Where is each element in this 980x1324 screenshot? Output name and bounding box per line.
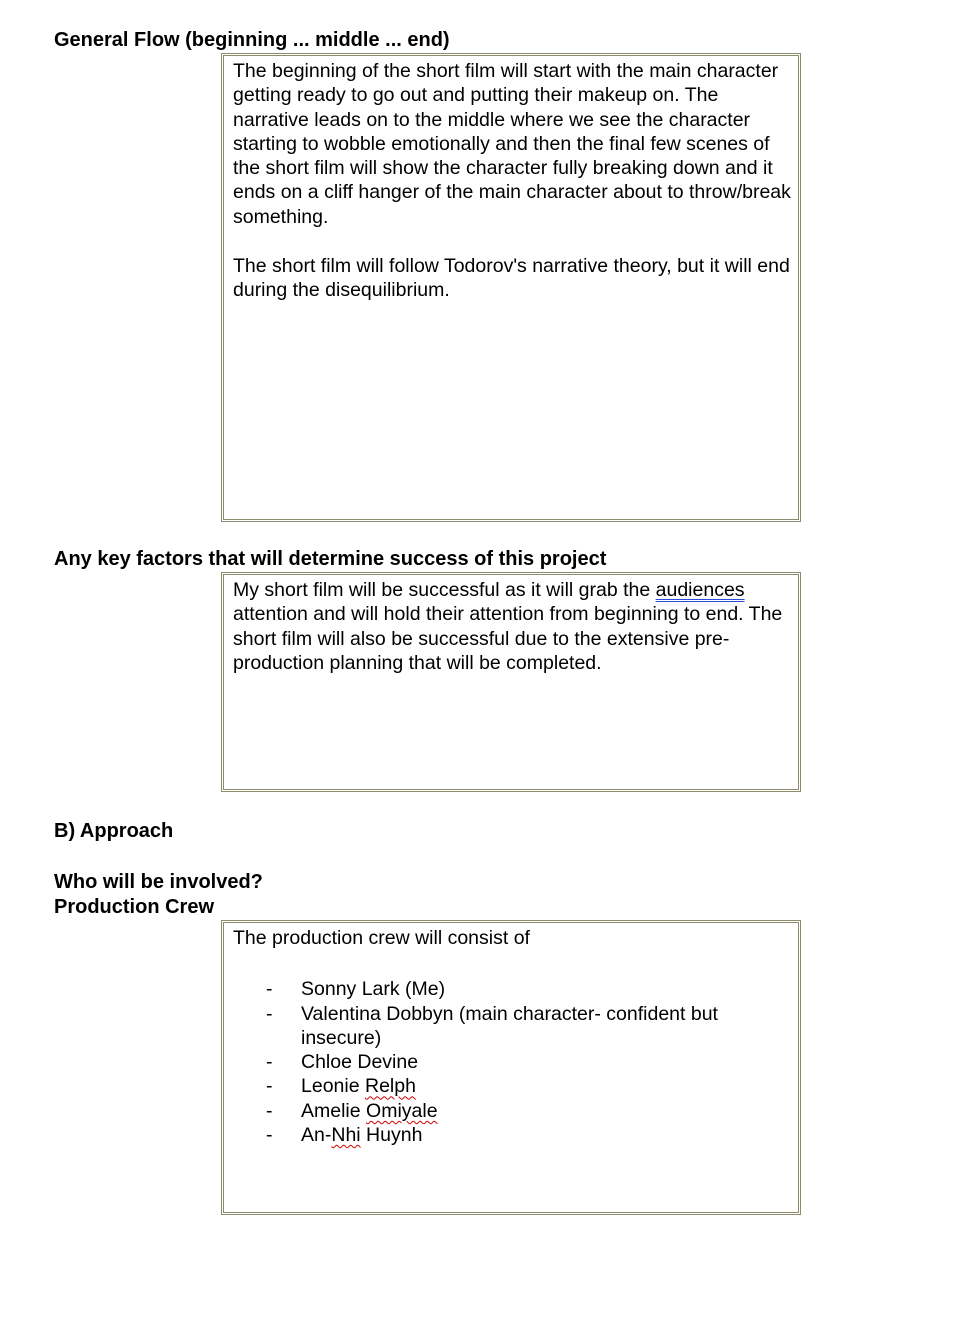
crew-name-part: Amelie: [301, 1099, 367, 1122]
spellcheck-flagged-word[interactable]: Nhi: [331, 1124, 361, 1147]
grammar-flagged-word[interactable]: audiences: [655, 579, 745, 601]
crew-list-item: [233, 1099, 794, 1123]
success-textbox[interactable]: [221, 572, 801, 792]
spellcheck-flagged-word[interactable]: Relph: [364, 1075, 416, 1098]
spellcheck-flagged-word[interactable]: Omiyale: [366, 1099, 438, 1122]
flow-heading: General Flow (beginning ... middle ... end): [54, 29, 450, 51]
crew-list: [233, 977, 794, 1147]
who-heading: Who will be involved?: [54, 871, 263, 893]
crew-list-item: [233, 1123, 794, 1147]
success-text-before: My short film will be successful as it will grab the: [233, 579, 656, 601]
success-paragraph: [233, 578, 794, 675]
flow-textbox[interactable]: [221, 53, 801, 522]
crew-name-part: Huynh: [360, 1124, 423, 1147]
crew-name-part: Leonie: [301, 1075, 365, 1098]
crew-name: Chloe Devine: [301, 1051, 419, 1074]
success-text-after: attention and will hold their attention from beginning to end. The short film will also be successful due to the extensive pre-production planning that will be completed.: [233, 603, 783, 674]
crew-intro: The production crew will consist of: [233, 927, 530, 949]
crew-name-part: An-: [301, 1124, 332, 1147]
crew-list-item: [233, 1074, 794, 1098]
crew-list-item: [233, 1050, 794, 1074]
approach-heading: B) Approach: [54, 820, 174, 842]
crew-name: Valentina Dobbyn (main character- confident but insecure): [301, 1002, 718, 1049]
success-heading: Any key factors that will determine success of this project: [54, 548, 607, 570]
crew-heading: Production Crew: [54, 896, 215, 918]
flow-paragraph-2: The short film will follow Todorov's narrative theory, but it will end during the disequilibrium.: [233, 255, 790, 302]
crew-textbox[interactable]: [221, 920, 801, 1215]
crew-list-item: [233, 977, 794, 1001]
crew-name: Sonny Lark (Me): [301, 978, 446, 1001]
flow-paragraph-1: The beginning of the short film will start with the main character getting ready to go out and putting their makeup on. The narrative leads on to the middle where we see the character starting to wobble emotionally and then the final few scenes of the short film will show the character fully breaking down and it ends on a cliff hanger of the main character about to throw/break something.: [233, 60, 791, 228]
crew-list-item: [233, 1002, 794, 1051]
